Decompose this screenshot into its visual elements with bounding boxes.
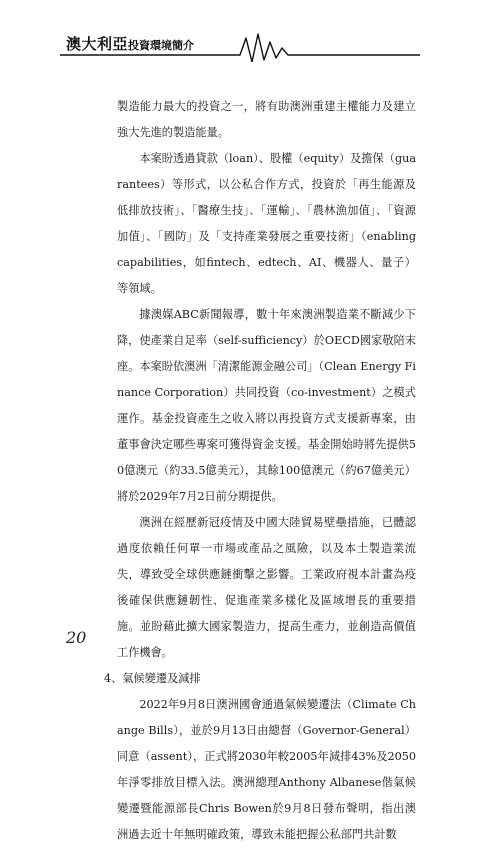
paragraph-5: 2022年9月8日澳洲國會通過氣候變遷法（Climate Change Bills），並於9月13日由總督（Governor-General）同意（assent），正式將2030年較2005年減排43%及2050年淨零排放目標入法。澳洲總理Anthony Albanese偕氣候變遷暨能源部長Chris Bowen於9月8日發布聲明，指出澳洲過去近十年無明確政策，導致未能把握公私部門共計數 bbox=[117, 698, 416, 841]
body-content bbox=[104, 94, 416, 848]
section-title: 氣候變遷及減排 bbox=[122, 672, 201, 685]
paragraph-1: 製造能力最大的投資之一，將有助澳洲重建主權能力及建立強大先進的製造能量。 bbox=[117, 100, 416, 139]
paragraph-4: 澳洲在經歷新冠疫情及中國大陸貿易壁壘措施，已體認過度依賴任何單一市場或產品之風險，以及本土製造業流失，導致受全球供應鏈衝擊之影響。工業政府視本計畫為疫後確保供應鏈韌性、促進產業多樣化及區域增長的重要措施。並盼藉此擴大國家製造力，提高生產力，並創造高價值工作機會。 bbox=[117, 516, 416, 659]
paragraph-3: 據澳媒ABC新聞報導，數十年來澳洲製造業不斷減少下降，使產業自足率（self-sufficiency）於OECD國家敬陪末座。本案盼依澳洲「清潔能源金融公司」（Clean Energy Finance Corporation）共同投資（co-investment）之模式運作。基金投資產生之收入將以再投資方式支援新專案，由董事會決定哪些專案可獲得資金支援。基金開始時將先提供50億澳元（約33.5億美元），其餘100億澳元（約67億美元）將於2029年7月2日前分期提供。 bbox=[117, 308, 416, 503]
running-header bbox=[0, 0, 480, 62]
paragraph-2: 本案盼透過貸款（loan）、股權（equity）及擔保（guarantees）等形式，以公私合作方式，投資於「再生能源及低排放技術」、「醫療生技」、「運輸」、「農林漁加值」、「資源加值」、「國防」及「支持產業發展之重要技術」（enabling capabilities，如fintech、edtech、AI、機器人、量子）等領域。 bbox=[117, 152, 416, 295]
header-wave-line bbox=[0, 0, 480, 62]
section-heading bbox=[104, 666, 416, 692]
header-title-main: 澳大利亞 bbox=[66, 35, 129, 53]
section-number: 4、 bbox=[104, 672, 123, 685]
page-number: 20 bbox=[66, 628, 87, 647]
header-title-sub: 投資環境簡介 bbox=[128, 39, 195, 52]
